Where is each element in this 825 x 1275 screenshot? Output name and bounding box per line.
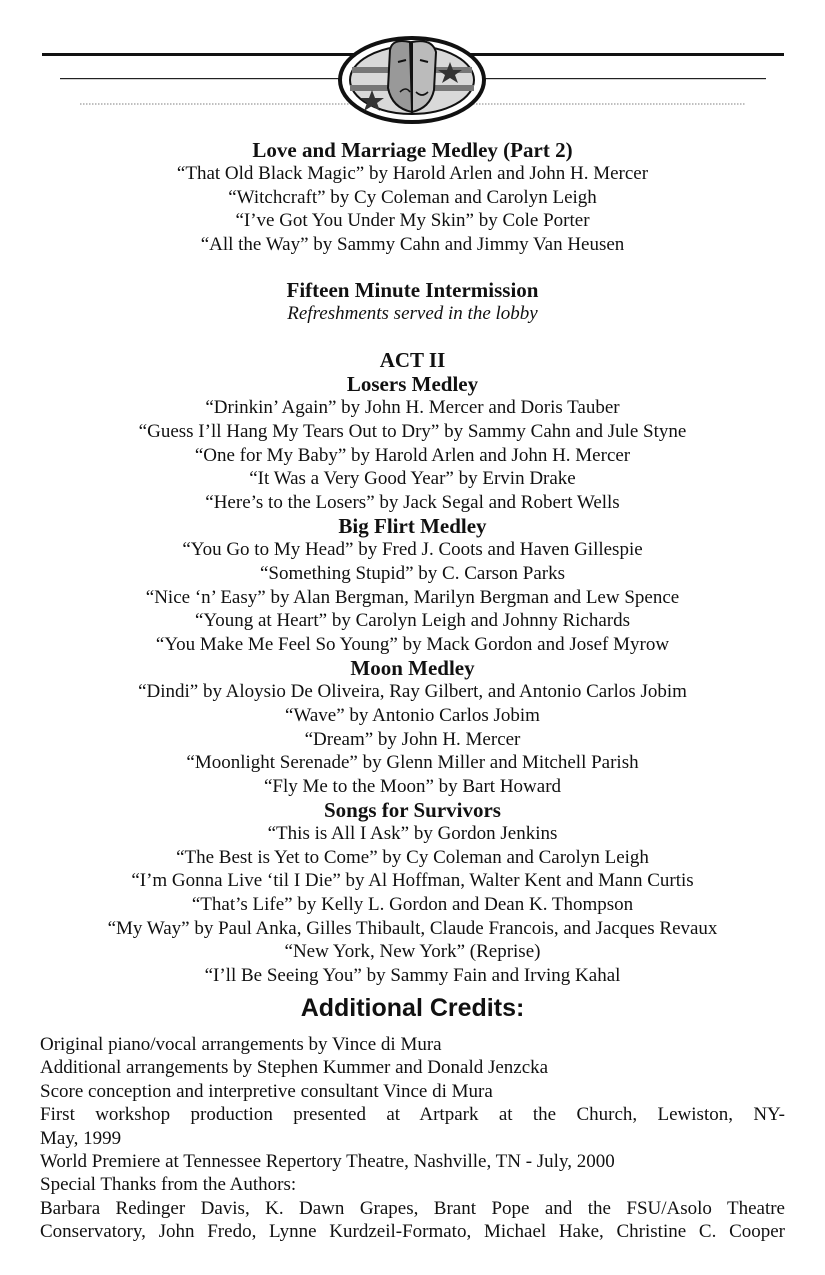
song-line: “That’s Life” by Kelly L. Gordon and Dean K. Thompson xyxy=(191,894,634,916)
program-listing xyxy=(40,138,785,1023)
medley-big-flirt xyxy=(40,514,785,656)
credit-line: Barbara Redinger Davis, K. Dawn Grapes, Brant Pope and the FSU/Asolo Theatre xyxy=(40,1197,785,1219)
medley-losers xyxy=(40,372,785,514)
song-line: “You Make Me Feel So Young” by Mack Gordon and Josef Myrow xyxy=(155,633,670,655)
song-line: “The Best is Yet to Come” by Cy Coleman and Carolyn Leigh xyxy=(176,846,649,868)
song-line: “I’ve Got You Under My Skin” by Cole Porter xyxy=(235,210,590,232)
credits-heading: Additional Credits: xyxy=(300,994,525,1023)
song-line: “Dindi” by Aloysio De Oliveira, Ray Gilbert, and Antonio Carlos Jobim xyxy=(138,681,687,703)
song-line: “Something Stupid” by C. Carson Parks xyxy=(259,562,566,584)
song-line: “Nice ‘n’ Easy” by Alan Bergman, Marilyn Bergman and Lew Spence xyxy=(145,586,680,608)
song-line: “My Way” by Paul Anka, Gilles Thibault, Claude Francois, and Jacques Revaux xyxy=(107,917,718,939)
credits-list xyxy=(40,1033,785,1244)
credit-line: May, 1999 xyxy=(40,1127,122,1149)
medley-title: Songs for Survivors xyxy=(324,798,501,823)
credit-line: Original piano/vocal arrangements by Vince di Mura xyxy=(40,1034,442,1055)
song-line: “All the Way” by Sammy Cahn and Jimmy Van Heusen xyxy=(200,233,625,255)
song-line: “That Old Black Magic” by Harold Arlen and John H. Mercer xyxy=(176,163,649,184)
credit-line: Additional arrangements by Stephen Kummer and Donald Jenzcka xyxy=(40,1057,549,1079)
medley-moon xyxy=(40,656,785,798)
song-line: “New York, New York” (Reprise) xyxy=(284,941,541,963)
song-line: “It Was a Very Good Year” by Ervin Drake xyxy=(249,468,576,490)
intermission-title: Fifteen Minute Intermission xyxy=(286,278,539,303)
header-ornament xyxy=(0,0,825,140)
theatre-masks-emblem-icon xyxy=(340,38,484,122)
song-line: “Drinkin’ Again” by John H. Mercer and Doris Tauber xyxy=(205,397,620,419)
credit-line: Score conception and interpretive consultant Vince di Mura xyxy=(40,1080,493,1102)
song-line: “Wave” by Antonio Carlos Jobim xyxy=(285,704,540,726)
song-line: “Here’s to the Losers” by Jack Segal and Robert Wells xyxy=(205,491,620,513)
credit-line: Special Thanks from the Authors: xyxy=(40,1174,297,1196)
song-line: “Witchcraft” by Cy Coleman and Carolyn Leigh xyxy=(228,186,597,208)
song-line: “This is All I Ask” by Gordon Jenkins xyxy=(267,823,558,845)
medley-title: Love and Marriage Medley (Part 2) xyxy=(252,138,573,162)
song-line: “You Go to My Head” by Fred J. Coots and Haven Gillespie xyxy=(182,539,643,561)
intermission-note: Refreshments served in the lobby xyxy=(287,303,538,325)
song-line: “Young at Heart” by Carolyn Leigh and Johnny Richards xyxy=(195,610,630,632)
song-line: “I’m Gonna Live ‘til I Die” by Al Hoffman, Walter Kent and Mann Curtis xyxy=(131,870,694,892)
act1-medley xyxy=(40,138,785,256)
song-line: “Moonlight Serenade” by Glenn Miller and Mitchell Parish xyxy=(186,752,639,774)
song-line: “I’ll Be Seeing You” by Sammy Fain and Irving Kahal xyxy=(204,964,621,986)
song-line: “One for My Baby” by Harold Arlen and John H. Mercer xyxy=(194,444,631,466)
medley-title: Moon Medley xyxy=(350,656,475,681)
act-title: ACT II xyxy=(379,348,446,373)
credit-line: World Premiere at Tennessee Repertory Theatre, Nashville, TN - July, 2000 xyxy=(40,1151,615,1173)
song-line: “Guess I’ll Hang My Tears Out to Dry” by Sammy Cahn and Jule Styne xyxy=(138,420,687,442)
medley-title: Big Flirt Medley xyxy=(338,514,487,539)
song-line: “Dream” by John H. Mercer xyxy=(304,728,521,750)
medley-title: Losers Medley xyxy=(346,372,479,397)
medley-survivors xyxy=(40,798,785,987)
song-line: “Fly Me to the Moon” by Bart Howard xyxy=(263,775,562,797)
credit-line: Conservatory, John Fredo, Lynne Kurdzeil-Formato, Michael Hake, Christine C. Cooper xyxy=(40,1221,785,1243)
credit-line: First workshop production presented at Artpark at the Church, Lewiston, NY- xyxy=(40,1104,785,1126)
